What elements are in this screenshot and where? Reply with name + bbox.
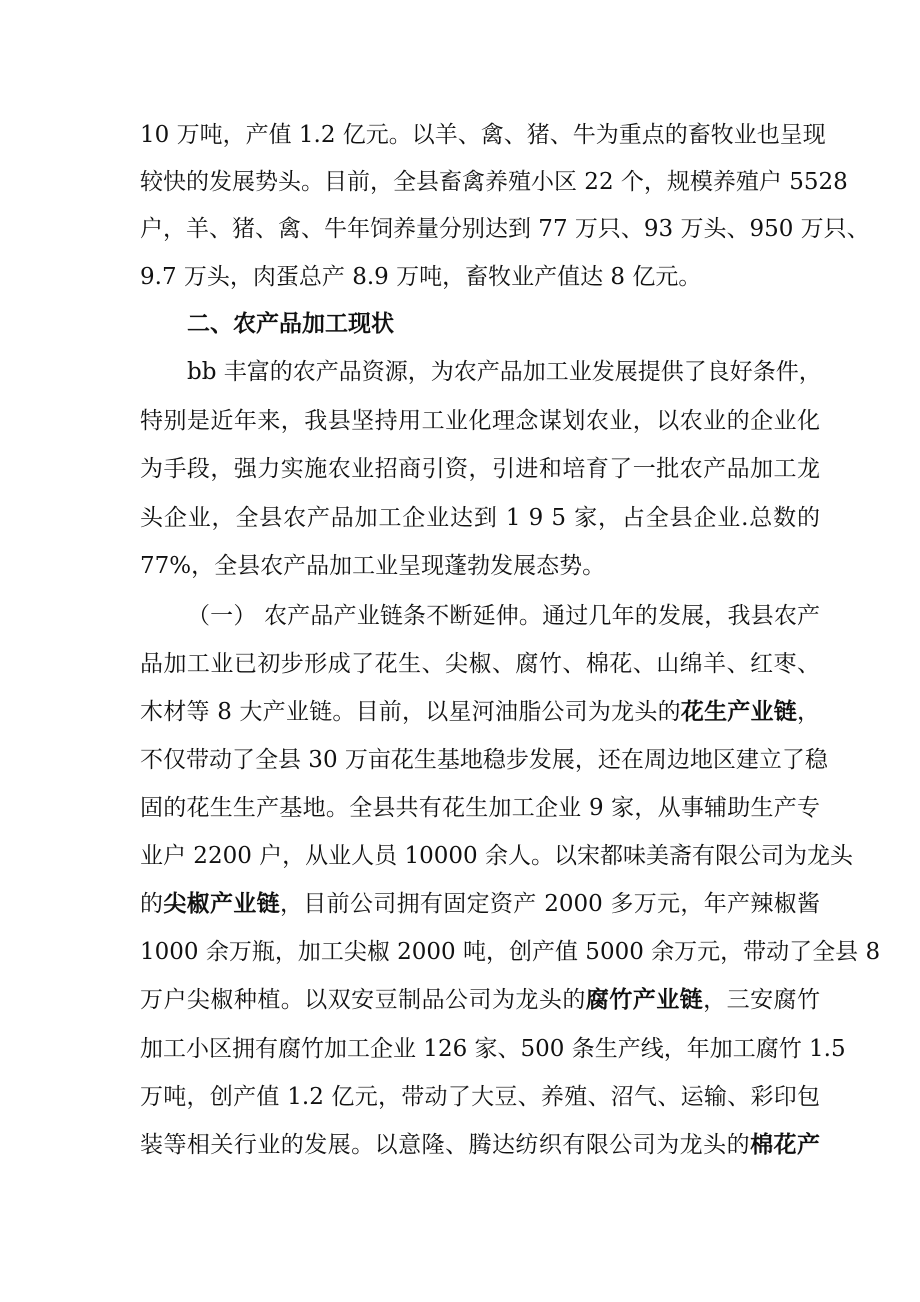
line-text: 万户尖椒种植。以双安豆制品公司为龙头的 xyxy=(140,987,586,1013)
bold-term: 花生产业链 xyxy=(680,699,798,725)
line-text: 木材等 8 大产业链。目前，以星河油脂公司为龙头的 xyxy=(140,699,681,725)
paragraph-line xyxy=(140,1127,820,1163)
paragraph-line: 户，羊、猪、禽、牛年饲养量分别达到 77 万只、93 万头、950 万只、 xyxy=(140,216,870,242)
paragraph-line: 特别是近年来，我县坚持用工业化理念谋划农业，以农业的企业化 xyxy=(140,408,820,434)
paragraph-line: bb 丰富的农产品资源，为农产品加工业发展提供了良好条件， xyxy=(187,359,822,385)
paragraph-line: 加工小区拥有腐竹加工企业 126 家、500 条生产线，年加工腐竹 1.5 xyxy=(140,1036,846,1062)
bold-term: 棉花产 xyxy=(750,1132,821,1158)
paragraph-line: 较快的发展势头。目前，全县畜禽养殖小区 22 个，规模养殖户 5528 xyxy=(140,169,848,195)
paragraph-line: 77%，全县农产品加工业呈现蓬勃发展态势。 xyxy=(140,553,606,579)
paragraph-line xyxy=(140,982,820,1018)
paragraph-line: 业户 2200 户，从业人员 10000 余人。以宋都味美斋有限公司为龙头 xyxy=(140,843,853,869)
paragraph-line: 固的花生生产基地。全县共有花生加工企业 9 家，从事辅助生产专 xyxy=(140,795,820,821)
paragraph-line: 为手段，强力实施农业招商引资，引进和培育了一批农产品加工龙 xyxy=(140,456,820,482)
paragraph-line: （一） 农产品产业链条不断延伸。通过几年的发展，我县农产 xyxy=(187,603,820,629)
line-text: ，三安腐竹 xyxy=(703,987,821,1013)
line-text: 装等相关行业的发展。以意隆、腾达纺织有限公司为龙头的 xyxy=(140,1132,751,1158)
section-heading: 二、农产品加工现状 xyxy=(187,311,394,337)
line-text: ，目前公司拥有固定资产 2000 多万元，年产辣椒酱 xyxy=(279,891,821,917)
paragraph-line: 头企业，全县农产品加工企业达到 1 9 5 家，占全县企业.总数的 xyxy=(140,505,820,531)
bold-term: 腐竹产业链 xyxy=(585,987,704,1013)
line-text: ， xyxy=(797,699,821,725)
bold-term: 尖椒产业链 xyxy=(163,891,280,917)
paragraph-line: 10 万吨，产值 1.2 亿元。以羊、禽、猪、牛为重点的畜牧业也呈现 xyxy=(140,122,826,148)
paragraph-line: 9.7 万头，肉蛋总产 8.9 万吨，畜牧业产值达 8 亿元。 xyxy=(140,264,702,290)
line-text: 的 xyxy=(140,891,164,917)
paragraph-line: 不仅带动了全县 30 万亩花生基地稳步发展，还在周边地区建立了稳 xyxy=(140,747,828,773)
paragraph-line: 万吨，创产值 1.2 亿元，带动了大豆、养殖、沼气、运输、彩印包 xyxy=(140,1084,820,1110)
paragraph-line: 品加工业已初步形成了花生、尖椒、腐竹、棉花、山绵羊、红枣、 xyxy=(140,651,820,677)
paragraph-line xyxy=(140,694,820,730)
paragraph-line xyxy=(140,886,820,922)
paragraph-line: 1000 余万瓶，加工尖椒 2000 吨，创产值 5000 余万元，带动了全县 8 xyxy=(140,939,881,965)
